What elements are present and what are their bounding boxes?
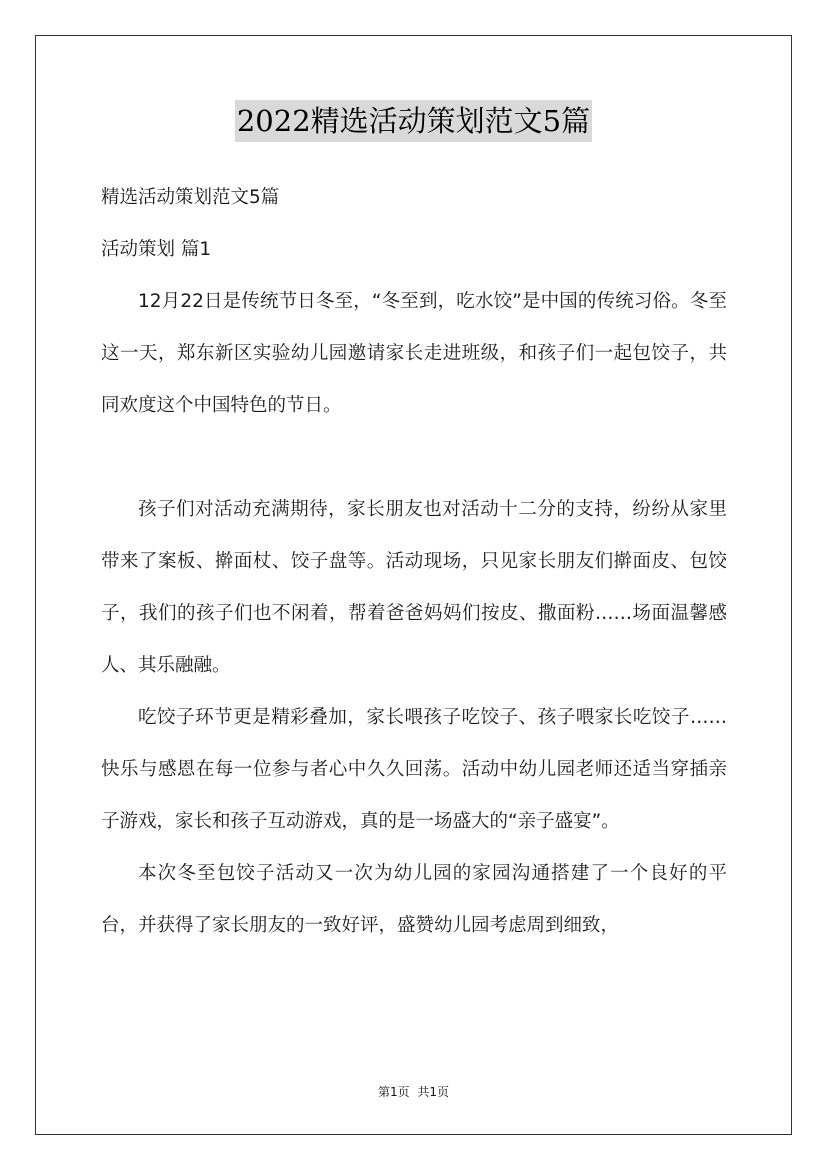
paragraph-1: 12月22日是传统节日冬至，“冬至到，吃水饺”是中国的传统习俗。冬至这一天，郑东新区实验幼儿园邀请家长走进班级，和孩子们一起包饺子，共同欢度这个中国特色的节日。 (101, 291, 727, 416)
blank-line (101, 432, 727, 484)
title-container (0, 100, 827, 142)
paragraph-4: 本次冬至包饺子活动又一次为幼儿园的家园沟通搭建了一个良好的平台，并获得了家长朋友的一致好评，盛赞幼儿园考虑周到细致， (101, 863, 727, 936)
section-heading: 活动策划 篇1 (101, 239, 212, 260)
document-title: 2022精选活动策划范文5篇 (235, 100, 592, 142)
document-subtitle: 精选活动策划范文5篇 (101, 187, 280, 208)
page-number: 第1页 (377, 1085, 410, 1099)
page-footer (0, 1083, 827, 1100)
paragraph-3: 吃饺子环节更是精彩叠加，家长喂孩子吃饺子、孩子喂家长吃饺子……快乐与感恩在每一位参与者心中久久回荡。活动中幼儿园老师还适当穿插亲子游戏，家长和孩子互动游戏，真的是一场盛大的“亲子盛宴”。 (101, 707, 727, 832)
document-body (101, 172, 727, 952)
paragraph-2: 孩子们对活动充满期待，家长朋友也对活动十二分的支持，纷纷从家里带来了案板、擀面杖、饺子盘等。活动现场，只见家长朋友们擀面皮、包饺子，我们的孩子们也不闲着，帮着爸爸妈妈们按皮、撒面粉……场面温馨感人、其乐融融。 (101, 499, 727, 676)
page-total: 共1页 (417, 1085, 450, 1099)
